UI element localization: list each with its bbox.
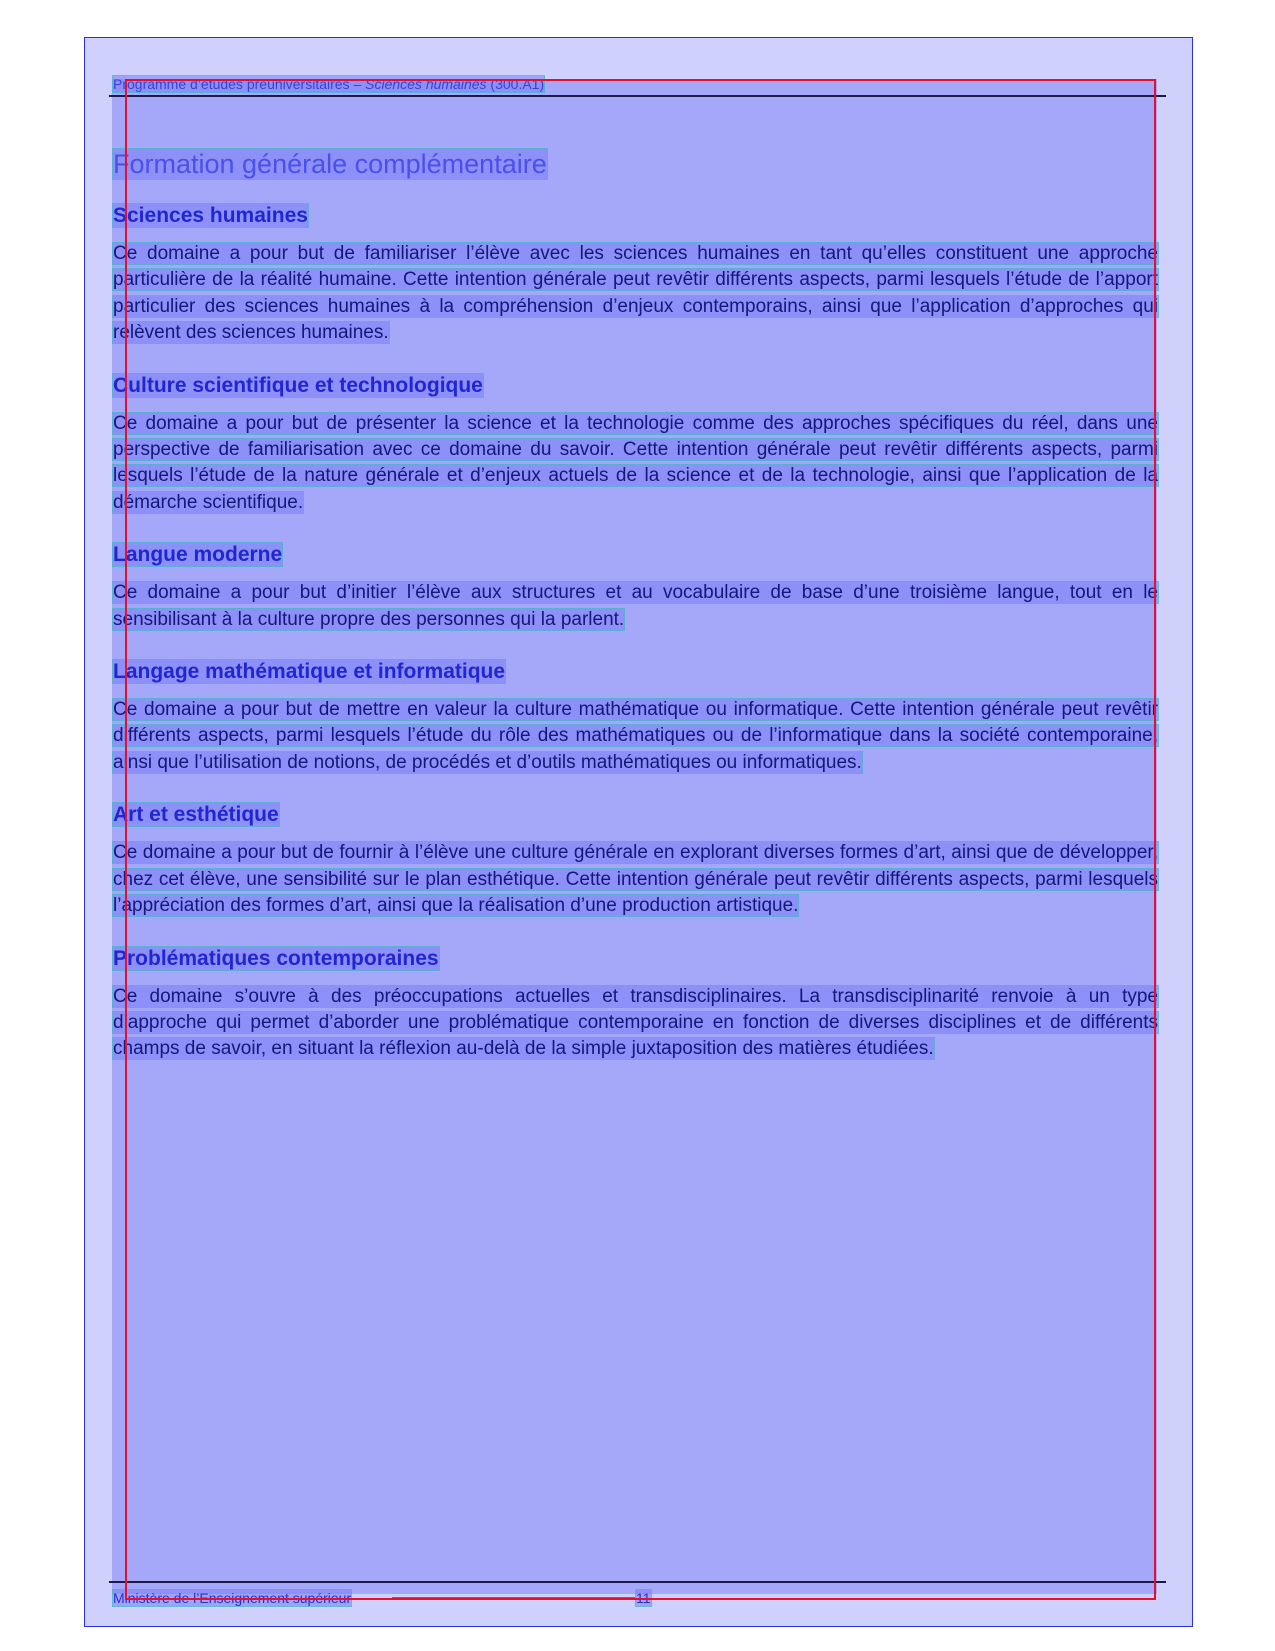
section-art-esthetique <box>113 802 1158 919</box>
section-paragraph-text: Ce domaine s’ouvre à des préoccupations actuelles et transdisciplinaires. La transdisciplinarité renvoie à un type d’approche qui permet d’aborder une problématique contemporaine en fonction de diverses disciplines et de différents champs de savoir, en situant la réflexion au-delà de la simple juxtaposition des matières étudiées. <box>113 985 1158 1060</box>
section-langage-mathematique <box>113 659 1158 776</box>
footer-ministry: Ministère de l’Enseignement supérieur <box>113 1590 352 1606</box>
chapter-title-text: Formation générale complémentaire <box>113 149 547 179</box>
chapter-title <box>113 147 1158 181</box>
section-paragraph-text: Ce domaine a pour but de mettre en valeur la culture mathématique ou informatique. Cette intention générale peut revêtir différents aspects, parmi lesquels l’étude du rôle des mathématiques ou de l’informatique dans la société contemporaine, ainsi que l’utilisation de notions, de procédés et d’outils mathématiques ou informatiques. <box>113 699 1158 773</box>
section-heading-text: Culture scientifique et technologique <box>113 373 483 397</box>
section-heading <box>113 659 1158 685</box>
section-heading <box>113 373 1158 399</box>
page-content <box>113 147 1158 1089</box>
running-header-program: Programme d’études préuniversitaires – <box>113 76 362 92</box>
section-heading <box>113 542 1158 568</box>
section-paragraph <box>113 580 1158 633</box>
section-paragraph-text: Ce domaine a pour but de familiariser l’élève avec les sciences humaines en tant qu’elles constituent une approche particulière de la réalité humaine. Cette intention générale peut revêtir différents aspects, parmi lesquels l’étude de l’apport particulier des sciences humaines à la compréhension d’enjeux contemporains, ainsi que l’application d’approches qui relèvent des sciences humaines. <box>113 243 1158 344</box>
section-heading-text: Langage mathématique et informatique <box>113 660 506 684</box>
section-heading-text: Sciences humaines <box>113 204 308 227</box>
section-heading-text: Art et esthétique <box>113 803 279 827</box>
section-heading <box>113 802 1158 828</box>
section-paragraph <box>113 984 1158 1063</box>
section-paragraph <box>113 241 1158 347</box>
section-heading <box>113 203 1158 229</box>
page-number: 11 <box>636 1590 651 1606</box>
section-heading-text: Langue moderne <box>113 543 283 567</box>
section-heading-text: Problématiques contemporaines <box>113 946 439 970</box>
section-paragraph <box>113 840 1158 919</box>
section-problematiques-contemporaines <box>113 946 1158 1063</box>
section-paragraph <box>113 697 1158 776</box>
section-paragraph <box>113 411 1158 517</box>
running-header-program-code: (300.A1) <box>490 76 545 92</box>
section-paragraph-text: Ce domaine a pour but d’initier l’élève aux structures et au vocabulaire de base d’une troisième langue, tout en le sensibilisant à la culture propre des personnes qui la parlent. <box>113 582 1158 630</box>
footer-rule <box>109 1581 1166 1583</box>
section-culture-scientifique <box>113 373 1158 517</box>
section-sciences-humaines <box>113 203 1158 347</box>
section-paragraph-text: Ce domaine a pour but de présenter la science et la technologie comme des approches spécifiques du réel, dans une perspective de familiarisation avec ce domaine du savoir. Cette intention générale peut revêtir différents aspects, parmi lesquels l’étude de la nature générale et d’enjeux actuels de la science et de la technologie, ainsi que l’application de la démarche scientifique. <box>113 412 1158 513</box>
section-paragraph-text: Ce domaine a pour but de fournir à l’élève une culture générale en explorant diverses formes d’art, ainsi que de développer, chez cet élève, une sensibilité sur le plan esthétique. Cette intention générale peut revêtir différents aspects, parmi lesquels l’appréciation des formes d’art, ainsi que la réalisation d’une production artistique. <box>113 842 1158 917</box>
running-header-program-title: Sciences humaines <box>365 76 487 92</box>
section-langue-moderne <box>113 542 1158 633</box>
section-heading <box>113 946 1158 972</box>
header-rule <box>109 95 1166 97</box>
running-header <box>113 76 544 92</box>
footer-highlight-bar <box>392 1597 635 1600</box>
